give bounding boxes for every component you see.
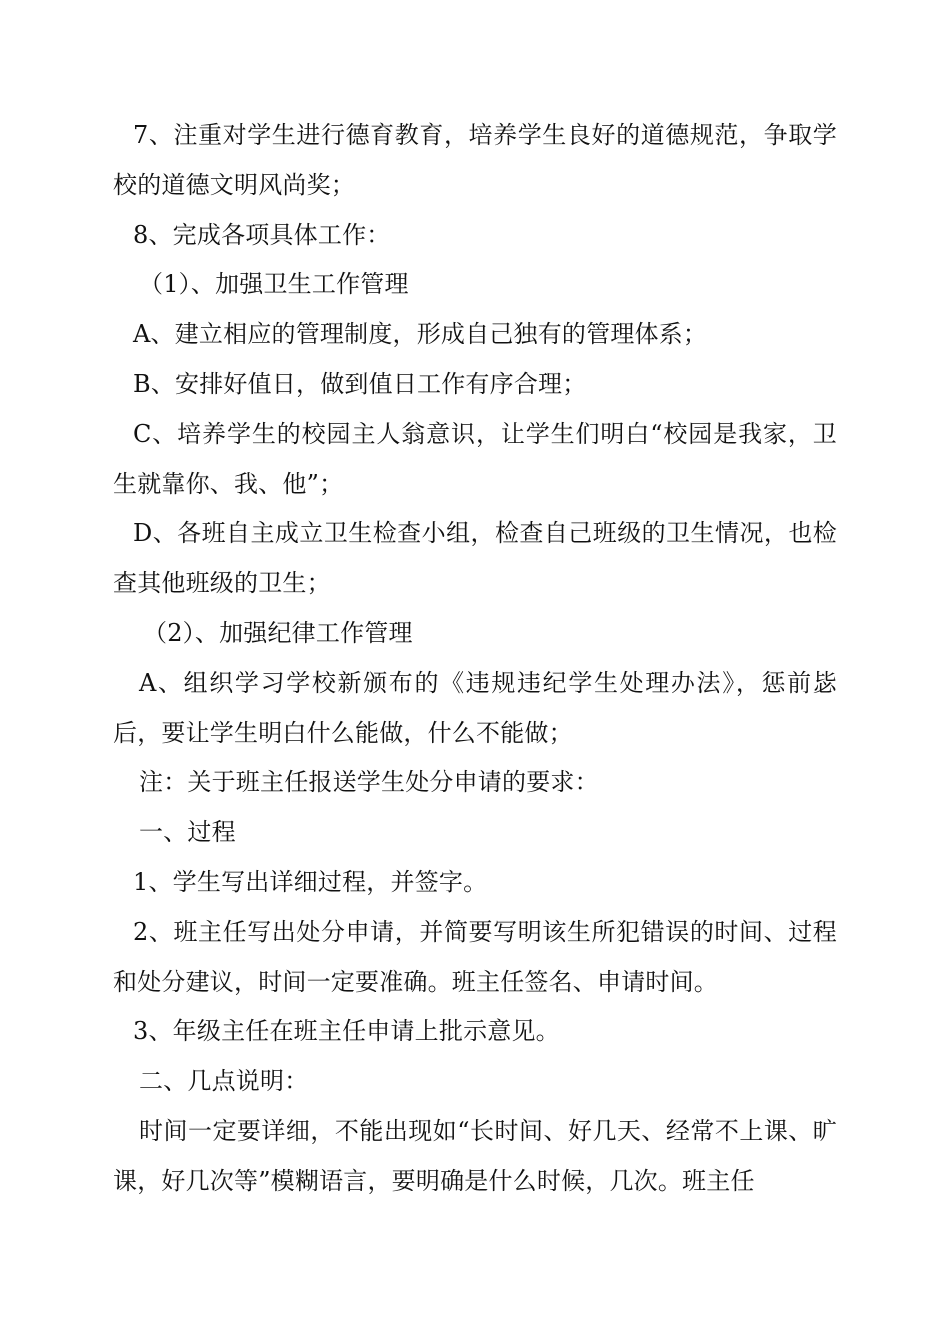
process-item-3: 3、年级主任在班主任申请上批示意见。	[133, 1017, 560, 1046]
note-line: 注：关于班主任报送学生处分申请的要求：	[139, 768, 599, 797]
section-heading-hygiene: （1）、加强卫生工作管理	[139, 270, 409, 299]
paragraph-item-7: 7、注重对学生进行德育教育，培养学生良好的道德规范，争取学校的道德文明风尚奖；	[113, 121, 837, 199]
document-body	[113, 111, 837, 1207]
process-item-1: 1、学生写出详细过程，并签字。	[133, 867, 488, 896]
notes-paragraph: 时间一定要详细，不能出现如“长时间、好几天、经常不上课、旷课，好几次等”模糊语言，要明确是什么时候，几次。班主任	[113, 1116, 837, 1195]
hygiene-item-a: A、建立相应的管理制度，形成自己独有的管理体系；	[133, 320, 708, 349]
section-heading-discipline: （2）、加强纪律工作管理	[143, 618, 413, 647]
hygiene-item-d: D、各班自主成立卫生检查小组，检查自己班级的卫生情况，也检查其他班级的卫生；	[113, 519, 837, 598]
hygiene-item-b: B、安排好值日，做到值日工作有序合理；	[133, 369, 587, 398]
hygiene-item-c: C、培养学生的校园主人翁意识，让学生们明白“校园是我家，卫生就靠你、我、他”；	[113, 419, 837, 498]
process-item-2: 2、班主任写出处分申请，并简要写明该生所犯错误的时间、过程和处分建议，时间一定要准确。班主任签名、申请时间。	[113, 917, 837, 996]
paragraph-item-8: 8、完成各项具体工作：	[133, 220, 391, 249]
discipline-item-a: A、组织学习学校新颁布的《违规违纪学生处理办法》，惩前毖后，要让学生明白什么能做，什么不能做；	[113, 668, 837, 747]
heading-notes: 二、几点说明：	[139, 1067, 309, 1096]
heading-process: 一、过程	[139, 818, 236, 847]
